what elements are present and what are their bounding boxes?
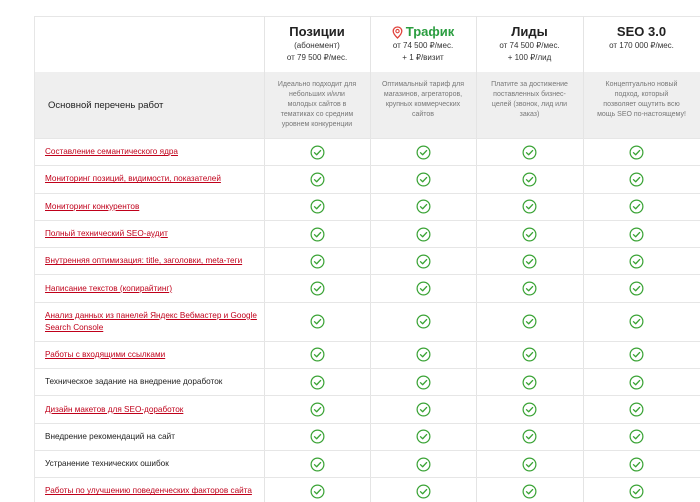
desc-line: Платите за достижение bbox=[491, 81, 568, 88]
table-row bbox=[35, 302, 700, 341]
feature-label[interactable]: Анализ данных из панелей Яндекс Вебмастер и Google Search Console bbox=[45, 310, 257, 332]
check-circle-icon bbox=[416, 254, 431, 269]
plan-price: от 170 000 ₽/мес. bbox=[609, 41, 674, 50]
table-header bbox=[35, 16, 700, 138]
desc-line: небольших и/или bbox=[289, 91, 345, 98]
desc-line: Оптимальный тариф для bbox=[381, 81, 465, 88]
desc-line: подход, который bbox=[614, 91, 669, 98]
table-row bbox=[35, 477, 700, 502]
table-row bbox=[35, 395, 700, 422]
feature-label[interactable]: Мониторинг конкурентов bbox=[45, 201, 140, 211]
check-circle-icon bbox=[522, 172, 537, 187]
feature-label[interactable]: Составление семантического ядра bbox=[45, 147, 178, 157]
plan-lidy bbox=[476, 16, 583, 72]
feature-label: Устранение технических ошибок bbox=[45, 459, 169, 469]
feature-label: Внедрение рекомендаций на сайт bbox=[45, 431, 175, 441]
check-circle-icon bbox=[522, 375, 537, 390]
feature-label[interactable]: Внутренняя оптимизация: title, заголовки, meta-теги bbox=[45, 256, 243, 266]
check-circle-icon bbox=[522, 429, 537, 444]
check-circle-icon bbox=[310, 199, 325, 214]
check-circle-icon bbox=[416, 227, 431, 242]
feature-label[interactable]: Мониторинг позиций, видимости, показателей bbox=[45, 174, 221, 184]
features-list bbox=[35, 138, 700, 502]
location-pin-icon bbox=[392, 26, 403, 39]
plan-price: от 74 500 ₽/мес. bbox=[392, 41, 454, 50]
check-circle-icon bbox=[310, 457, 325, 472]
check-circle-icon bbox=[310, 172, 325, 187]
check-circle-icon bbox=[310, 429, 325, 444]
check-circle-icon bbox=[522, 402, 537, 417]
check-circle-icon bbox=[416, 484, 431, 499]
check-circle-icon bbox=[416, 347, 431, 362]
plan-price: от 74 500 ₽/мес. bbox=[499, 41, 560, 50]
desc-line: мощь SEO по-настоящему! bbox=[597, 111, 686, 118]
check-circle-icon bbox=[416, 402, 431, 417]
desc-line: заказ) bbox=[519, 111, 540, 118]
plan-name: SEO 3.0 bbox=[616, 24, 667, 39]
feature-label[interactable]: Написание текстов (копирайтинг) bbox=[45, 283, 173, 293]
plan-description bbox=[583, 72, 700, 138]
check-circle-icon bbox=[522, 347, 537, 362]
plan-trafik bbox=[370, 16, 476, 72]
check-circle-icon bbox=[310, 347, 325, 362]
check-circle-icon bbox=[310, 227, 325, 242]
desc-line: тематиках со средним bbox=[280, 111, 354, 118]
check-circle-icon bbox=[629, 402, 644, 417]
check-circle-icon bbox=[522, 457, 537, 472]
check-circle-icon bbox=[629, 145, 644, 160]
check-circle-icon bbox=[629, 281, 644, 296]
check-circle-icon bbox=[522, 145, 537, 160]
feature-label[interactable]: Полный технический SEO-аудит bbox=[45, 229, 168, 239]
plan-price: от 79 500 ₽/мес. bbox=[286, 53, 348, 62]
desc-line: Идеально подходит для bbox=[277, 81, 357, 88]
check-circle-icon bbox=[629, 484, 644, 499]
check-circle-icon bbox=[310, 281, 325, 296]
feature-label[interactable]: Дизайн макетов для SEO-доработок bbox=[45, 404, 184, 414]
desc-line: молодых сайтов в bbox=[287, 101, 347, 108]
plan-name-row bbox=[370, 24, 476, 40]
feature-label[interactable]: Работы по улучшению поведенческих факторов сайта bbox=[45, 486, 252, 496]
desc-line: магазинов, агрегаторов, bbox=[383, 91, 463, 98]
table-row bbox=[35, 368, 700, 395]
check-circle-icon bbox=[522, 314, 537, 329]
check-circle-icon bbox=[629, 429, 644, 444]
desc-line: Концептуально новый bbox=[605, 81, 678, 88]
feature-label[interactable]: Работы с входящими ссылками bbox=[45, 349, 166, 359]
check-circle-icon bbox=[629, 457, 644, 472]
plan-name: Лиды bbox=[511, 24, 548, 39]
plan-extra-price: + 1 ₽/визит bbox=[402, 53, 444, 62]
plan-description bbox=[264, 72, 370, 138]
table-row bbox=[35, 165, 700, 192]
feature-label: Техническое задание на внедрение доработок bbox=[45, 377, 223, 387]
table-row bbox=[35, 247, 700, 274]
plan-seo-3 bbox=[583, 16, 700, 72]
check-circle-icon bbox=[416, 457, 431, 472]
plan-name: Позиции bbox=[289, 24, 345, 39]
check-circle-icon bbox=[522, 227, 537, 242]
plan-description bbox=[370, 72, 476, 138]
check-circle-icon bbox=[310, 402, 325, 417]
check-circle-icon bbox=[629, 375, 644, 390]
table-row bbox=[35, 220, 700, 247]
check-circle-icon bbox=[310, 314, 325, 329]
check-circle-icon bbox=[416, 199, 431, 214]
desc-line: уровнем конкуренции bbox=[281, 121, 353, 128]
desc-line: сайтов bbox=[411, 111, 435, 118]
check-circle-icon bbox=[310, 375, 325, 390]
check-circle-icon bbox=[416, 429, 431, 444]
check-circle-icon bbox=[416, 145, 431, 160]
check-circle-icon bbox=[416, 314, 431, 329]
desc-line: целей (звонок, лид или bbox=[491, 101, 568, 108]
table-row bbox=[35, 341, 700, 368]
check-circle-icon bbox=[629, 199, 644, 214]
plan-name: Трафик bbox=[405, 24, 455, 39]
plan-subtitle: (абонемент) bbox=[294, 41, 340, 50]
table-row bbox=[35, 274, 700, 301]
check-circle-icon bbox=[522, 484, 537, 499]
desc-line: позволяет ощутить всю bbox=[603, 101, 680, 108]
check-circle-icon bbox=[629, 314, 644, 329]
plan-extra-price: + 100 ₽/лид bbox=[507, 53, 552, 62]
check-circle-icon bbox=[310, 254, 325, 269]
desc-line: крупных коммерческих bbox=[385, 101, 461, 108]
table-row bbox=[35, 193, 700, 220]
table-row bbox=[35, 423, 700, 450]
check-circle-icon bbox=[310, 145, 325, 160]
plan-description bbox=[476, 72, 583, 138]
check-circle-icon bbox=[416, 172, 431, 187]
check-circle-icon bbox=[416, 375, 431, 390]
desc-line: поставленных бизнес- bbox=[493, 91, 566, 98]
check-circle-icon bbox=[416, 281, 431, 296]
main-works-label: Основной перечень работ bbox=[48, 100, 164, 111]
table-row bbox=[35, 138, 700, 165]
plan-pozicii bbox=[264, 16, 370, 72]
check-circle-icon bbox=[522, 281, 537, 296]
check-circle-icon bbox=[629, 227, 644, 242]
check-circle-icon bbox=[310, 484, 325, 499]
check-circle-icon bbox=[629, 254, 644, 269]
check-circle-icon bbox=[522, 254, 537, 269]
check-circle-icon bbox=[629, 172, 644, 187]
check-circle-icon bbox=[629, 347, 644, 362]
check-circle-icon bbox=[522, 199, 537, 214]
table-row bbox=[35, 450, 700, 477]
